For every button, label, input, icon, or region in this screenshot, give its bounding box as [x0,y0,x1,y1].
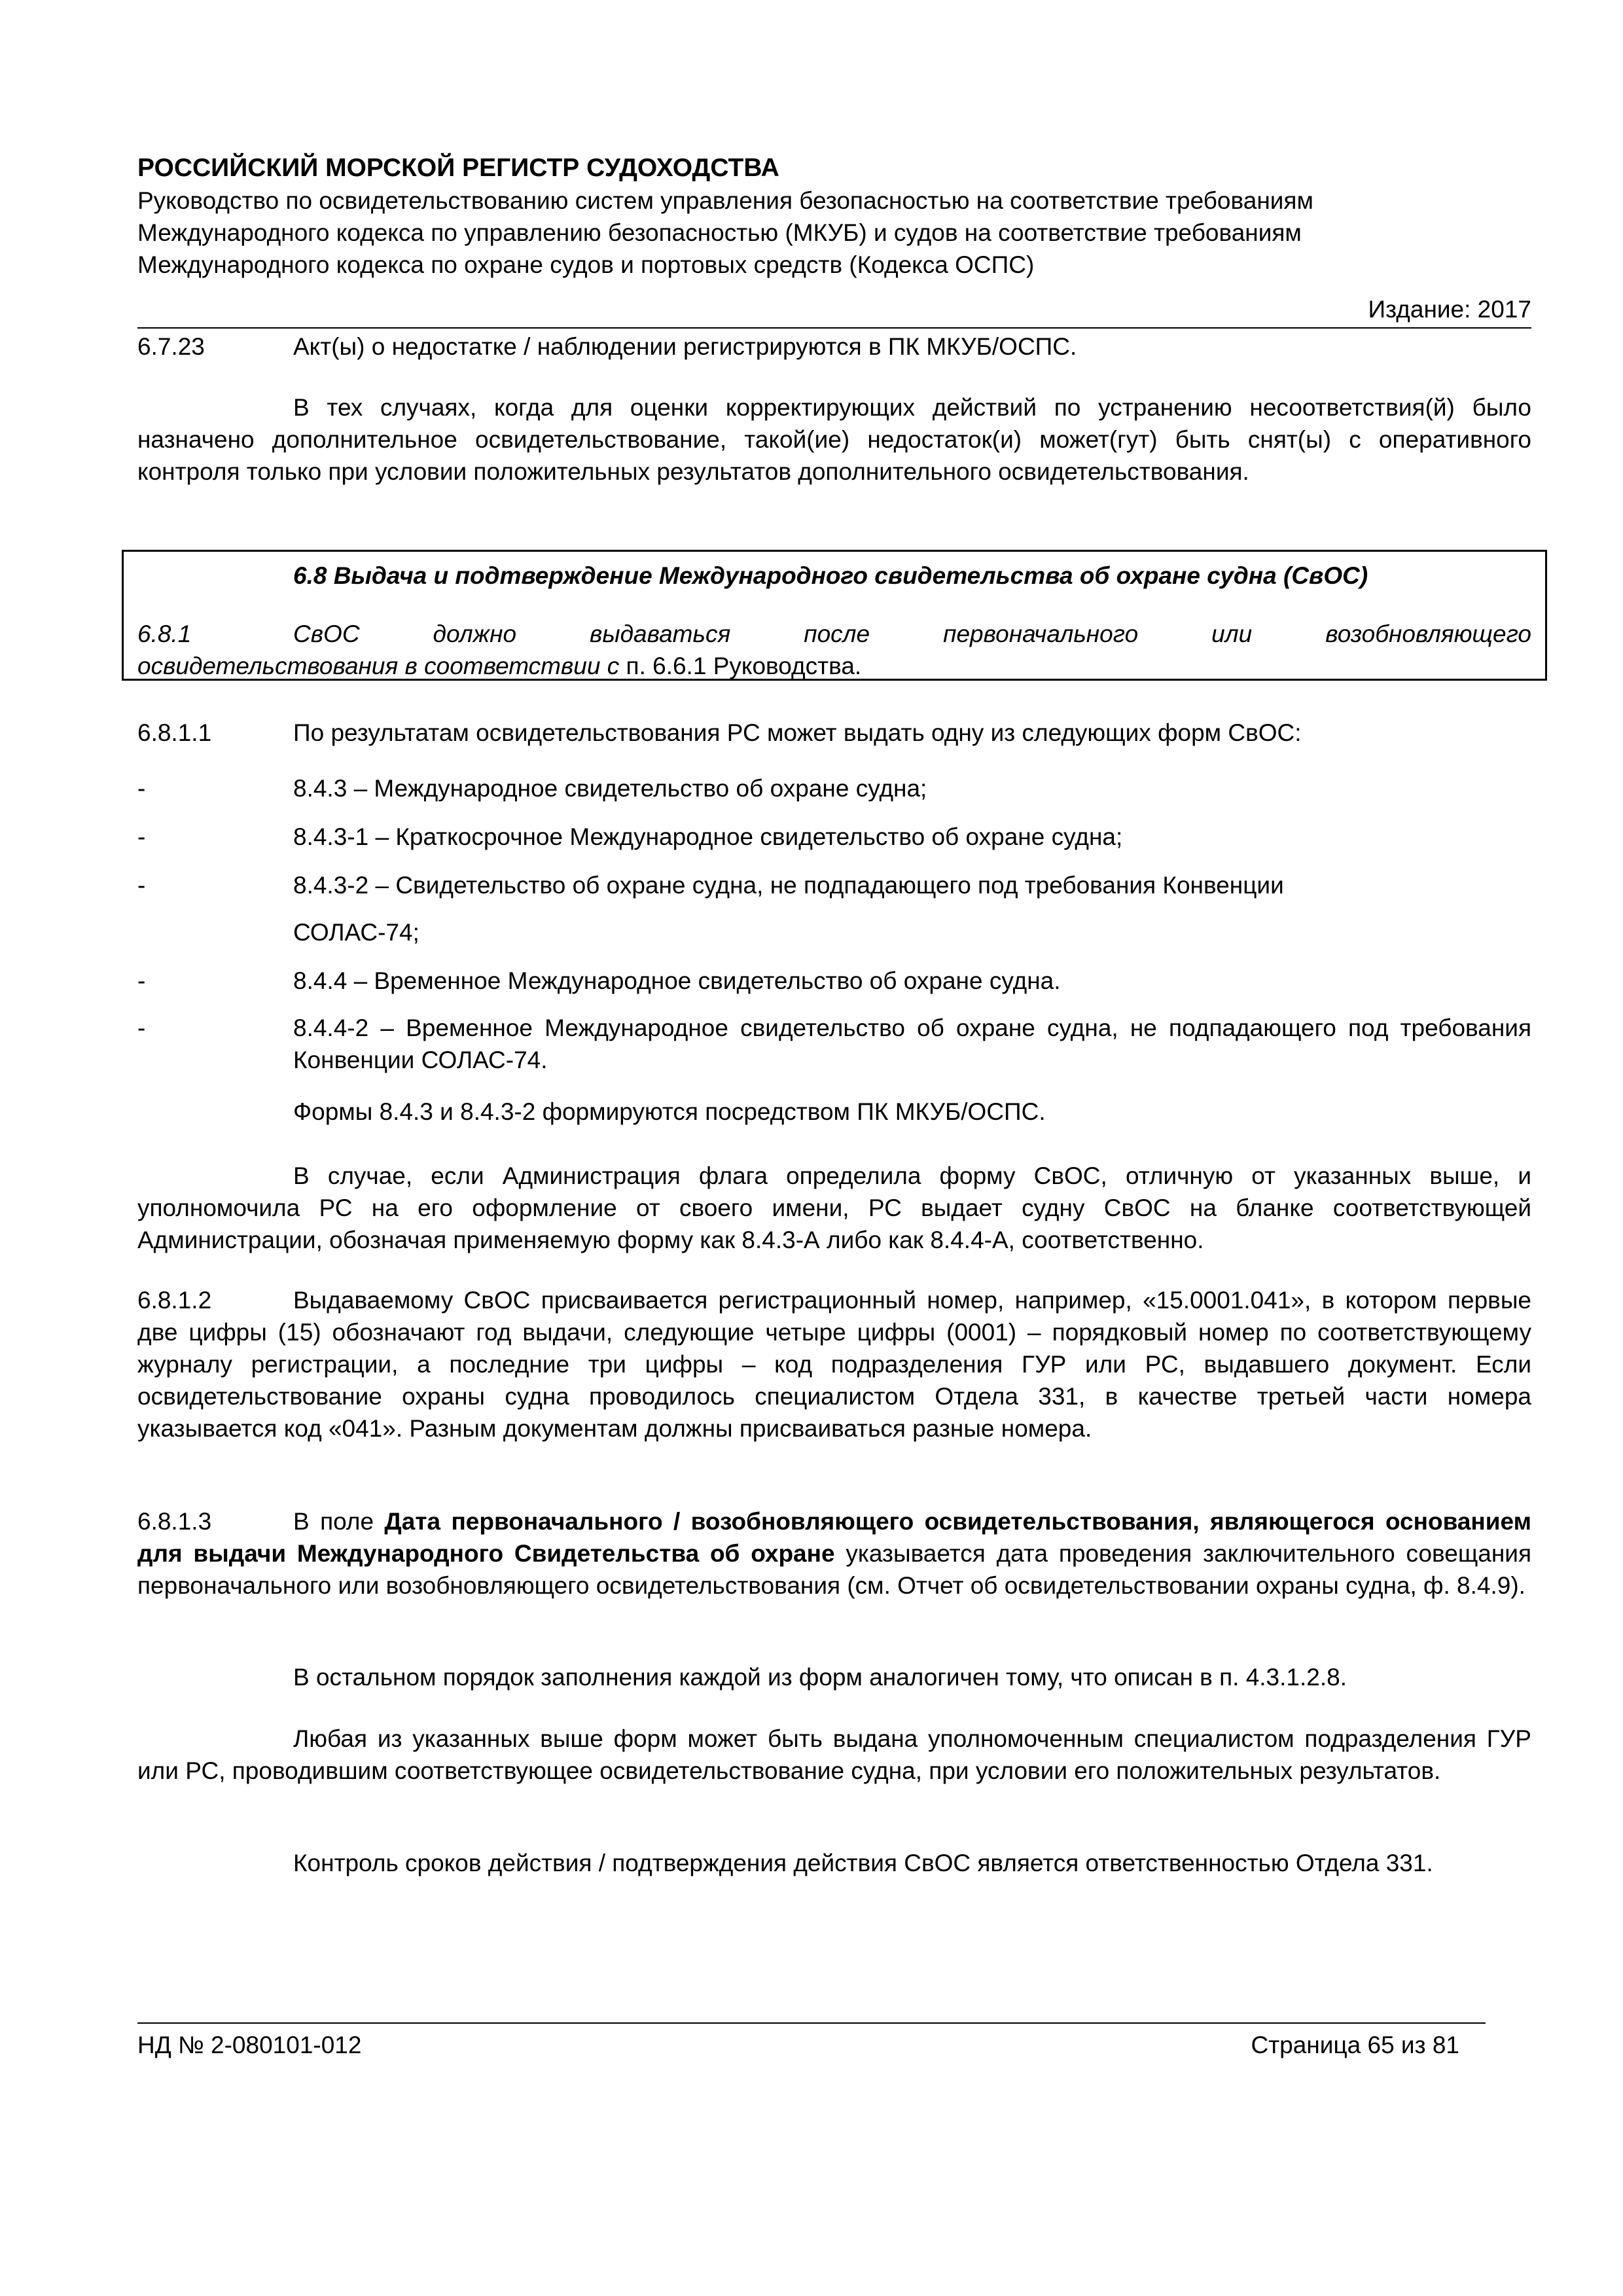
section-6-8-1-2-paragraph [137,1284,1531,1444]
bullet-form-8-4-3: 8.4.3 – Международное свидетельство об охране судна; [293,775,927,802]
bullet-form-8-4-3-2-continuation: СОЛАС-74; [293,919,419,946]
section-6-8-heading: 6.8 Выдача и подтверждение Международного свидетельства об охране судна (СвОС) [293,562,1368,589]
bullet-form-8-4-4: 8.4.4 – Временное Международное свидетельство об охране судна. [293,967,1061,994]
issuing-authority-note: Любая из указанных выше форм может быть выдана уполномоченным специалистом подразделения ГУР или РС, проводившим соответствующее освидетельствование судна, при условии его положительных результатов. [137,1725,1531,1784]
bullet-dash: - [137,967,146,994]
footer-page-number: Страница 65 из 81 [1251,2032,1459,2058]
header-org: РОССИЙСКИЙ МОРСКОЙ РЕГИСТР СУДОХОДСТВА [137,154,779,182]
section-6-8-1-line-2 [137,650,861,682]
bullet-form-8-4-4-2: 8.4.4-2 – Временное Международное свидетельство об охране судна, не подпадающего под требования Конвенции СОЛАС-74. [293,1014,1531,1073]
bullet-dash: - [137,775,146,802]
section-6-8-1-2-text: Выдаваемому СвОС присваивается регистрационный номер, например, «15.0001.041», в котором первые две цифры (15) обозначают год выдачи, следующие четыре цифры (0001) – порядковый номер по соответствующему журналу регистрации, а последние три цифры – код подразделения ГУР или РС, выдавшего документ. Если освидетельствование охраны судна проводилось специалистом Отдела 331, в качестве третьей части номера указывается код «041». Разным документам должны присваиваться разные номера. [137,1287,1531,1442]
bullet-dash: - [137,823,146,850]
section-6-8-1-3-paragraph [137,1505,1531,1602]
section-6-8-1-line-1: СвОС должно выдаваться после первоначального или возобновляющего [293,620,1531,647]
section-6-8-1-italic-part: освидетельствования в соответствии с [137,653,620,679]
section-6-7-23-text: Акт(ы) о недостатке / наблюдении регистрируются в ПК МКУБ/ОСПС. [293,333,1077,360]
section-6-8-1-3-rest: указывается дата проведения заключительного совещания первоначального или возобновляющего освидетельствования (см. Отчет об освидетельствовании охраны судна, ф. 8.4.9). [137,1540,1531,1599]
header-title-line-3: Международного кодекса по охране судов и портовых средств (Кодекса ОСПС) [137,251,1035,278]
footer-document-number: НД № 2-080101-012 [137,2032,362,2058]
header-rule [137,327,1531,329]
bullet-form-8-4-3-2: 8.4.3-2 – Свидетельство об охране судна, не подпадающего под требования Конвенции [293,872,1284,899]
section-number-6-8-1-2: 6.8.1.2 [137,1287,212,1314]
header-title-line-1: Руководство по освидетельствованию систем управления безопасностью на соответствие требованиям [137,187,1313,214]
administration-note: В случае, если Администрация флага определила форму СвОС, отличную от указанных выше, и уполномочила РС на его оформление от своего имени, РС выдает судну СвОС на бланке соответствующей Администрации, обозначая применяемую форму как 8.4.3-А либо как 8.4.4-А, соответственно. [137,1162,1531,1253]
section-number-6-8-1-3: 6.8.1.3 [137,1508,212,1535]
footer-rule [137,2022,1486,2024]
header-edition: Издание: 2017 [1368,296,1531,323]
section-number-6-8-1: 6.8.1 [137,620,192,647]
validity-control-note: Контроль сроков действия / подтверждения действия СвОС является ответственностью Отдела 331. [293,1850,1433,1876]
filling-order-note: В остальном порядок заполнения каждой из форм аналогичен тому, что описан в п. 4.3.1.2.8. [293,1664,1347,1691]
header-title-line-2: Международного кодекса по управлению безопасностью (МКУБ) и судов на соответствие требованиям [137,219,1302,246]
section-number-6-8-1-1: 6.8.1.1 [137,719,212,746]
section-6-8-1-reference: п. 6.6.1 Руководства. [619,653,862,679]
bullet-form-8-4-3-1: 8.4.3-1 – Краткосрочное Международное свидетельство об охране судна; [293,823,1123,850]
bullet-dash: - [137,1014,146,1041]
section-6-8-1-1-text: По результатам освидетельствования РС может выдать одну из следующих форм СвОС: [293,719,1302,746]
section-6-8-1-3-field-name: Дата первоначального / возобновляющего освидетельствования, являющегося основанием для выдачи Международного Свидетельства об охране [137,1508,1531,1567]
forms-note: Формы 8.4.3 и 8.4.3-2 формируются посредством ПК МКУБ/ОСПС. [293,1098,1046,1125]
section-number-6-7-23: 6.7.23 [137,333,205,360]
section-6-7-23-paragraph: В тех случаях, когда для оценки корректирующих действий по устранению несоответствия(й) было назначено дополнительное освидетельствование, такой(ие) недостаток(и) может(гут) быть снят(ы) с оперативного контроля только при условии положительных результатов дополнительного освидетельствования. [137,394,1531,485]
section-6-8-1-3-lead: В поле [293,1508,385,1535]
bullet-dash: - [137,872,146,899]
